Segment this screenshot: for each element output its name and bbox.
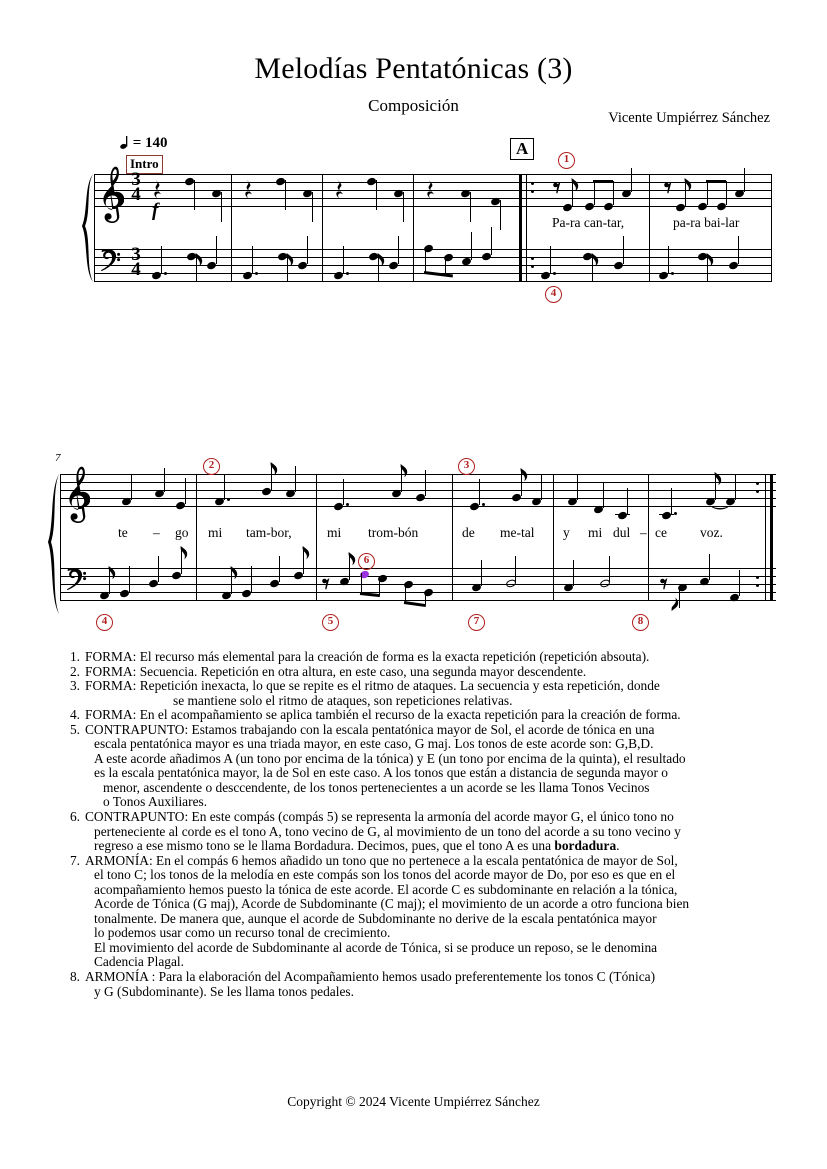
note-stem [343, 479, 344, 505]
analysis-note-line: A este acorde añadimos A (un tono por encima de la tónica) y E (un tono por encima de la quinta), el resultado [94, 750, 686, 766]
analysis-note-text [80, 665, 768, 680]
analysis-note-text [80, 970, 768, 999]
note-stem [194, 180, 195, 210]
analysis-note-line: ARMONÍA : Para la elaboración del Acompañamiento hemos usado preferentemente los tonos C (Tónica) [85, 969, 656, 985]
lyric-syllable: mi [208, 525, 223, 540]
note-stem [668, 246, 669, 274]
lyric-syllable: y [563, 525, 570, 540]
analysis-note-number: 8. [69, 969, 80, 985]
note-stem [312, 192, 313, 222]
augmentation-dot [346, 272, 349, 275]
analysis-note-text [80, 708, 768, 723]
note-stem [541, 474, 542, 500]
lyric-syllable: voz. [700, 525, 723, 540]
note-stem [481, 560, 482, 586]
analysis-note-line: el tono C; los tonos de la melodía en este compás son los tonos del acorde mayor de Do, por eso es que en el [94, 867, 676, 883]
analysis-note-text [80, 723, 768, 810]
note-stem [594, 181, 595, 205]
note-stem [627, 488, 628, 514]
note-stem [744, 168, 745, 192]
note-stem [479, 479, 480, 505]
eighth-flag [520, 468, 530, 482]
analysis-note-number: 2. [69, 663, 80, 679]
note-stem [405, 583, 406, 603]
note-stem [158, 556, 159, 582]
quarter-rest [336, 180, 344, 200]
barline [316, 474, 317, 601]
lyric-syllable: mi [327, 525, 342, 540]
note-stem [398, 236, 399, 264]
lyric-syllable: – [153, 525, 160, 540]
analysis-note-line: CONTRAPUNTO: Estamos trabajando con la escala pentatónica mayor de Sol, el acorde de tónica en una [85, 721, 655, 737]
note-stem [550, 246, 551, 274]
augmentation-dot [482, 503, 485, 506]
system-brace [48, 474, 60, 614]
composer-name: Vicente Umpiérrez Sánchez [608, 110, 770, 126]
augmentation-dot [553, 272, 556, 275]
copyright-notice: Copyright © 2024 Vicente Umpiérrez Sánchez [287, 1094, 540, 1109]
bass-clef-icon [66, 567, 88, 593]
barline [413, 174, 414, 282]
analysis-note-line: FORMA: En el acompañamiento se aplica también el recurso de la exacta repetición para la creación de forma. [85, 707, 681, 723]
eighth-flag [270, 462, 280, 476]
note-stem [445, 256, 446, 275]
analysis-note-line: acompañamiento hemos puesto la tónica de este acorde. El acorde C es subdominante en relación a la tónica, [94, 881, 678, 897]
note-stem [577, 474, 578, 500]
eighth-flag [400, 464, 410, 478]
note-stem [379, 577, 380, 595]
analysis-note-line: El movimiento del acorde de Subdominante al acorde de Tónica, si se produce un reposo, se le denomina [94, 939, 658, 955]
note-stem [285, 180, 286, 210]
note-stem [603, 482, 604, 508]
eighth-flag [286, 253, 296, 267]
analysis-note-number: 3. [69, 678, 80, 694]
lyric-phrase: pa-ra bai-lar [673, 215, 740, 230]
barline [231, 174, 232, 282]
analysis-note-line: lo podemos usar como un recurso tonal de crecimiento. [94, 925, 391, 941]
analysis-marker-1: 1 [558, 152, 575, 169]
quarter-rest [154, 180, 162, 200]
time-signature-treble: 3 4 [131, 169, 141, 205]
eighth-flag [302, 546, 312, 560]
augmentation-dot [227, 498, 230, 501]
intro-rehearsal-box: Intro [126, 155, 163, 174]
note-stem [295, 466, 296, 492]
page-subtitle: Composición [368, 96, 459, 115]
note-stem [491, 227, 492, 255]
analysis-marker-3: 3 [458, 458, 475, 475]
rehearsal-mark-a: A [510, 138, 534, 160]
analysis-marker-5: 5 [322, 614, 339, 631]
analysis-note-item [62, 708, 768, 723]
analysis-note-line: es la escala pentatónica mayor, la de Sol en este caso. A los tonos que están a distancia de segunda mayor o [94, 765, 668, 781]
note-stem [573, 560, 574, 586]
ledger-line [659, 514, 674, 515]
beam [706, 180, 726, 183]
note-stem [515, 556, 516, 582]
lyric-syllable: de [462, 525, 475, 540]
quarter-note-icon [120, 136, 129, 149]
analysis-note-line: regreso a ese mismo tono se le llama Bordadura. Decimos, pues, que el tono A es una bordadura. [94, 838, 620, 854]
barline [322, 174, 323, 282]
eighth-flag [671, 597, 681, 611]
note-stem [161, 246, 162, 274]
tie-slur [708, 504, 732, 512]
note-stem [631, 168, 632, 192]
note-stem [251, 566, 252, 592]
time-signature-bass: 3 4 [131, 244, 141, 280]
note-stem [425, 591, 426, 605]
note-stem [609, 556, 610, 582]
analysis-note-line: FORMA: El recurso más elemental para la creación de forma es la exacta repetición (repetición absouta). [85, 649, 650, 664]
note-stem [709, 554, 710, 580]
note-stem [623, 236, 624, 264]
note-stem [221, 192, 222, 222]
analysis-note-item [62, 810, 768, 854]
analysis-note-line: ARMONÍA: En el compás 6 hemos añadido un tono que no pertenece a la escala pentatónica de mayor de Sol, [85, 852, 678, 868]
note-stem [129, 566, 130, 592]
eighth-flag [571, 178, 581, 192]
lyric-syllable: tam-bor, [246, 525, 292, 540]
repeat-start-thin [526, 174, 527, 282]
note-stem [735, 474, 736, 500]
ledger-line [615, 514, 630, 515]
tempo-marking: = 140 [120, 135, 168, 152]
analysis-note-line: menor, ascendente o desccendente, de los tonos pertenecientes a un acorde se les llama Tonos Vecinos [103, 779, 650, 795]
analysis-note-text [80, 679, 768, 708]
analysis-note-line: Cadencia Plagal. [94, 954, 184, 970]
analysis-note-item [62, 723, 768, 810]
note-stem [279, 556, 280, 582]
analysis-marker-8: 8 [632, 614, 649, 631]
analysis-marker-2: 2 [203, 458, 220, 475]
eighth-flag [591, 253, 601, 267]
repeat-end-thick [770, 474, 773, 601]
analysis-note-number: 6. [69, 809, 80, 825]
analysis-note-line: perteneciente al corde es el tono A, tono vecino de G, al movimiento de un tono del acorde a su tono vecino y [94, 823, 681, 839]
note-stem [726, 181, 727, 205]
treble-staff-2 [60, 474, 776, 507]
barline [196, 474, 197, 601]
analysis-note-number: 1. [69, 649, 80, 664]
page-title: Melodías Pentatónicas (3) [254, 52, 573, 85]
note-stem [500, 200, 501, 230]
barline [553, 474, 554, 601]
barline [648, 474, 649, 601]
analysis-marker-4: 4 [96, 614, 113, 631]
lyric-syllable: dul [613, 525, 631, 540]
eighth-flag [684, 178, 694, 192]
note-stem [471, 232, 472, 260]
analysis-note-item [62, 970, 768, 999]
lyric-phrase: Pa-ra can-tar, [552, 215, 625, 230]
eighth-flag [706, 253, 716, 267]
analysis-note-number: 7. [69, 852, 80, 868]
note-stem [738, 236, 739, 264]
analysis-note-text [80, 854, 768, 970]
note-stem [131, 474, 132, 500]
note-stem [403, 192, 404, 222]
analysis-note-line: FORMA: Repetición inexacta, lo que se repite es el ritmo de ataques. La secuencia y esta repetición, donde [85, 678, 660, 694]
analysis-note-item [62, 854, 768, 970]
quarter-rest [427, 180, 435, 200]
quarter-rest [245, 180, 253, 200]
analysis-marker-4: 4 [545, 286, 562, 303]
eighth-flag [230, 566, 240, 580]
eighth-rest [322, 578, 331, 591]
barline [94, 174, 95, 282]
eighth-rest [553, 182, 562, 195]
beam [593, 180, 613, 183]
lyric-syllable: go [175, 525, 189, 540]
note-stem [425, 247, 426, 273]
analysis-note-item [62, 665, 768, 680]
note-stem [376, 180, 377, 210]
augmentation-dot [674, 512, 677, 515]
analysis-note-number: 5. [69, 721, 80, 737]
barline [60, 474, 61, 601]
analysis-marker-6: 6 [358, 553, 375, 570]
measure-number: 7 [55, 452, 61, 464]
analysis-note-line: y G (Subdominante). Se les llama tonos pedales. [94, 983, 354, 999]
lyric-syllable: – [640, 525, 647, 540]
note-stem [707, 181, 708, 205]
analysis-note-text [80, 650, 768, 665]
note-stem [307, 236, 308, 264]
barline [649, 174, 650, 282]
note-stem [185, 478, 186, 504]
eighth-flag [714, 472, 724, 486]
repeat-start-thick [519, 174, 522, 282]
analysis-note-line: o Tonos Auxiliares. [103, 794, 208, 810]
lyric-syllable: mi [588, 525, 603, 540]
augmentation-dot [164, 272, 167, 275]
eighth-rest [664, 182, 673, 195]
analysis-note-line: tonalmente. De manera que, aunque el acorde de Subdominante no derive de la escala pentatónica mayor [94, 910, 657, 926]
analysis-note-line: se mantiene solo el ritmo de ataques, son repeticiones relativas. [173, 692, 513, 708]
note-stem [224, 474, 225, 500]
eighth-flag [348, 552, 358, 566]
note-stem [343, 246, 344, 274]
lyric-syllable: me-tal [500, 525, 535, 540]
lyric-syllable: trom-bón [368, 525, 419, 540]
lyric-syllable: te [118, 525, 128, 540]
barline [452, 474, 453, 601]
barline [771, 174, 772, 282]
analysis-note-line: escala pentatónica mayor es una triada mayor, en este caso, G maj. Los tonos de este acorde son: G,B,D. [94, 736, 654, 752]
note-stem [216, 236, 217, 264]
analysis-note-line: CONTRAPUNTO: En este compás (compás 5) se representa la armonía del acorde mayor G, el único tono no [85, 809, 674, 825]
note-stem [671, 488, 672, 514]
eighth-flag [195, 253, 205, 267]
beam [404, 601, 426, 607]
augmentation-dot [346, 503, 349, 506]
system-brace [82, 174, 94, 282]
eighth-flag [180, 546, 190, 560]
augmentation-dot [255, 272, 258, 275]
treble-clef-icon [100, 166, 124, 224]
note-stem [425, 470, 426, 496]
analysis-note-line: FORMA: Secuencia. Repetición en otra altura, en este caso, una segunda mayor descendente. [85, 663, 587, 679]
eighth-flag [377, 253, 387, 267]
repeat-end-thin [765, 474, 766, 601]
analysis-note-item [62, 650, 768, 665]
dynamic-forte: f [152, 200, 159, 221]
analysis-note-number: 4. [69, 707, 80, 723]
augmentation-dot [671, 272, 674, 275]
bass-clef-icon [100, 248, 122, 274]
analysis-marker-7: 7 [468, 614, 485, 631]
analysis-note-text [80, 810, 768, 854]
treble-clef-icon [66, 466, 90, 524]
note-stem [164, 468, 165, 492]
eighth-rest [660, 578, 669, 591]
analysis-note-item [62, 679, 768, 708]
analysis-note-line: Acorde de Tónica (G maj), Acorde de Subdominante (C maj); el movimiento de un acorde a otro funciona bien [94, 896, 690, 912]
note-stem [470, 192, 471, 222]
eighth-flag [108, 566, 118, 580]
lyric-syllable: ce [655, 525, 667, 540]
analysis-notes-list [62, 650, 768, 999]
note-stem [739, 570, 740, 596]
note-stem [613, 181, 614, 205]
note-stem [252, 246, 253, 274]
